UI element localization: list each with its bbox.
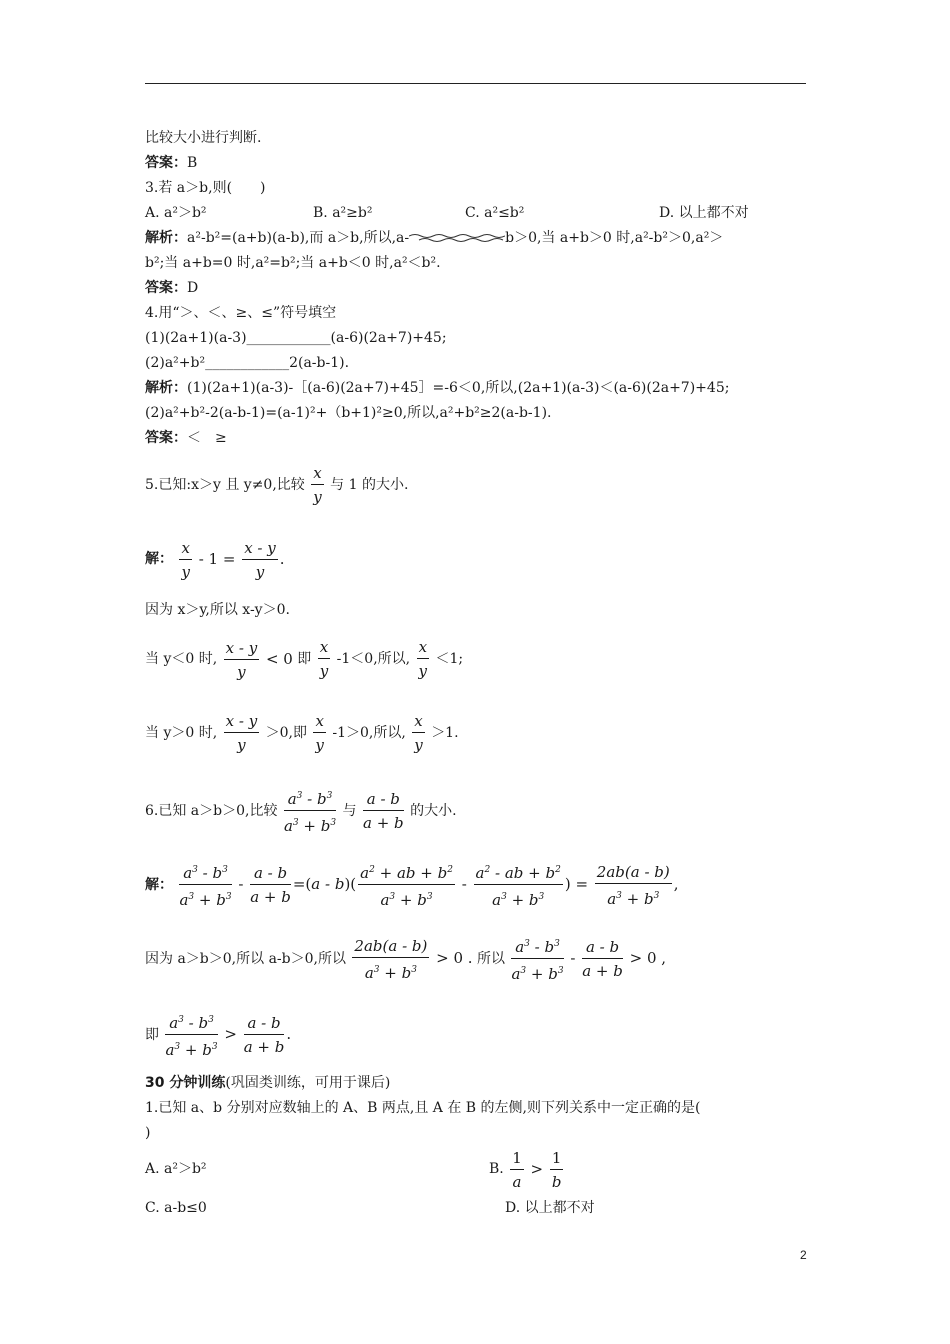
analysis-text: (1)(2a+1)(a-3)-［(a-6)(2a+7)+45］=-6＜0,所以,(2a+1)(a-3)＜(a-6)(2a+7)+45; xyxy=(187,380,730,396)
option-b: B. a²≥b² xyxy=(313,205,373,221)
q5-text: 5.已知:x＞y 且 y≠0,比较 xyxy=(145,477,305,493)
answer-line xyxy=(145,278,198,298)
q6-text: 与 xyxy=(342,803,357,819)
question-4-part-2: (2)a²+b²____________2(a-b-1). xyxy=(145,355,350,371)
option-b-label: B. xyxy=(489,1161,504,1177)
answer-line xyxy=(145,428,227,448)
q5-step xyxy=(145,710,459,756)
question-3: 3.若 a＞b,则( ) xyxy=(145,180,266,196)
q6-equation: $\frac{a^3 - b^3}{a^3 + b^3}$ - $\frac{a - b}{a + b}$ =(a - b)( $\frac{a^2 + ab + b^2}{a^3 + b^3}$ - $\frac{a^2 - ab + b^2}{a^3 + b^3}$ ) = $\frac{2ab(a - b)}{a^3 + b^3}$ , xyxy=(177,860,678,910)
option-d: D. 以上都不对 xyxy=(505,1200,595,1216)
wavy-mark xyxy=(409,231,505,245)
practice-question-1: 1.已知 a、b 分别对应数轴上的 A、B 两点,且 A 在 B 的左侧,则下列关系中一定正确的是( xyxy=(145,1100,701,1116)
section-heading xyxy=(145,1073,390,1093)
practice-question-1-end: ) xyxy=(145,1125,151,1141)
q6-step xyxy=(145,934,666,984)
q5-solution-line xyxy=(145,536,285,582)
option-a: A. a²＞b² xyxy=(145,205,207,221)
question-4: 4.用“＞、＜、≥、≤”符号填空 xyxy=(145,305,337,321)
fraction-x-over-y: $\frac{x}{y}$ xyxy=(418,638,428,680)
analysis-line xyxy=(145,228,723,248)
q6-text: 因为 a＞b＞0,所以 a-b＞0,所以 xyxy=(145,951,346,967)
q5-text: 与 1 的大小. xyxy=(330,477,409,493)
q5-text: ＞0,即 xyxy=(265,725,307,741)
option-b-inequality: $\frac{1}{a}$ > $\frac{1}{b}$ xyxy=(512,1149,562,1191)
fraction-x-minus-y-over-y: $\frac{x - y}{y}$ xyxy=(225,712,258,754)
analysis-label: 解析： xyxy=(145,230,187,246)
question-4-part-1: (1)(2a+1)(a-3)____________(a-6)(2a+7)+45; xyxy=(145,330,447,346)
fraction-x-over-y: $\frac{x}{y}$ xyxy=(315,712,324,754)
q5-step xyxy=(145,636,463,682)
option-b xyxy=(489,1146,565,1192)
option-c: C. a-b≤0 xyxy=(145,1200,207,1216)
question-6 xyxy=(145,786,457,836)
solution-label: 解： xyxy=(145,877,173,893)
solution-label: 解： xyxy=(145,551,173,567)
q5-text: 即 xyxy=(297,651,312,667)
answer-value: ＜ ≥ xyxy=(187,430,227,446)
fraction-x-over-y: $\frac{x}{y}$ xyxy=(319,638,329,680)
fraction-x-over-y: $\frac{x}{y}$ xyxy=(414,712,423,754)
q5-text: 当 y＞0 时, xyxy=(145,725,218,741)
q6-text: 的大小. xyxy=(410,803,457,819)
option-a: A. a²＞b² xyxy=(145,1161,207,1177)
q6-inequality: $\frac{2ab(a - b)}{a^3 + b^3}$ > 0 . xyxy=(354,936,473,982)
section-title: 30 分钟训练 xyxy=(145,1075,226,1091)
q6-result: $\frac{a^3 - b^3}{a^3 + b^3}$ > $\frac{a - b}{a + b}$ . xyxy=(163,1010,291,1060)
fraction-cubes: $\frac{a^3 - b^3}{a^3 + b^3}$ xyxy=(284,786,336,836)
answer-value: B xyxy=(187,155,198,171)
analysis-label: 解析： xyxy=(145,380,187,396)
q6-conclusion xyxy=(145,1010,291,1060)
q5-step: 因为 x＞y,所以 x-y＞0. xyxy=(145,602,290,618)
fraction-linear: $\frac{a - b}{a + b}$ xyxy=(362,790,404,832)
analysis-text: a²-b²=(a+b)(a-b),而 a＞b,所以,a- xyxy=(187,230,410,246)
q5-inequality: $\frac{x - y}{y}$ < 0 xyxy=(225,639,293,681)
analysis-line: (2)a²+b²-2(a-b-1)=(a-1)²+（b+1)²≥0,所以,a²+b²≥2(a-b-1). xyxy=(145,405,552,421)
answer-line xyxy=(145,153,197,173)
q5-text: -1＞0,所以, xyxy=(332,725,406,741)
q5-text: ＜1; xyxy=(435,651,464,667)
question-5 xyxy=(145,462,408,508)
q6-text: 6.已知 a＞b＞0,比较 xyxy=(145,803,278,819)
answer-label: 答案： xyxy=(145,155,187,171)
option-c: C. a²≤b² xyxy=(465,205,525,221)
q5-text: -1＜0,所以, xyxy=(336,651,411,667)
q6-text: 即 xyxy=(145,1027,159,1043)
q5-text: 当 y＜0 时, xyxy=(145,651,218,667)
q6-solution-line xyxy=(145,860,679,910)
section-subtitle: (巩固类训练，可用于课后) xyxy=(225,1075,391,1091)
option-d: D. 以上都不对 xyxy=(659,205,749,221)
answer-value: D xyxy=(187,280,199,296)
analysis-line: b²;当 a+b=0 时,a²=b²;当 a+b＜0 时,a²＜b². xyxy=(145,255,441,271)
analysis-line xyxy=(145,378,729,398)
answer-label: 答案： xyxy=(145,280,187,296)
page-number: 2 xyxy=(800,1248,807,1262)
fraction-x-over-y: $\frac{x}{y}$ xyxy=(313,464,322,506)
header-rule xyxy=(145,83,806,84)
analysis-text: b＞0,当 a+b＞0 时,a²-b²＞0,a²＞ xyxy=(505,230,724,246)
q6-inequality: $\frac{a^3 - b^3}{a^3 + b^3}$ - $\frac{a - b}{a + b}$ > 0 , xyxy=(509,934,666,984)
text-line: 比较大小进行判断. xyxy=(145,130,262,146)
q6-text: 所以 xyxy=(477,951,506,967)
q5-text: ＞1. xyxy=(431,725,459,741)
q5-equation: $\frac{x}{y}$ - 1 = $\frac{x - y}{y}$ . xyxy=(181,539,285,581)
answer-label: 答案： xyxy=(145,430,187,446)
